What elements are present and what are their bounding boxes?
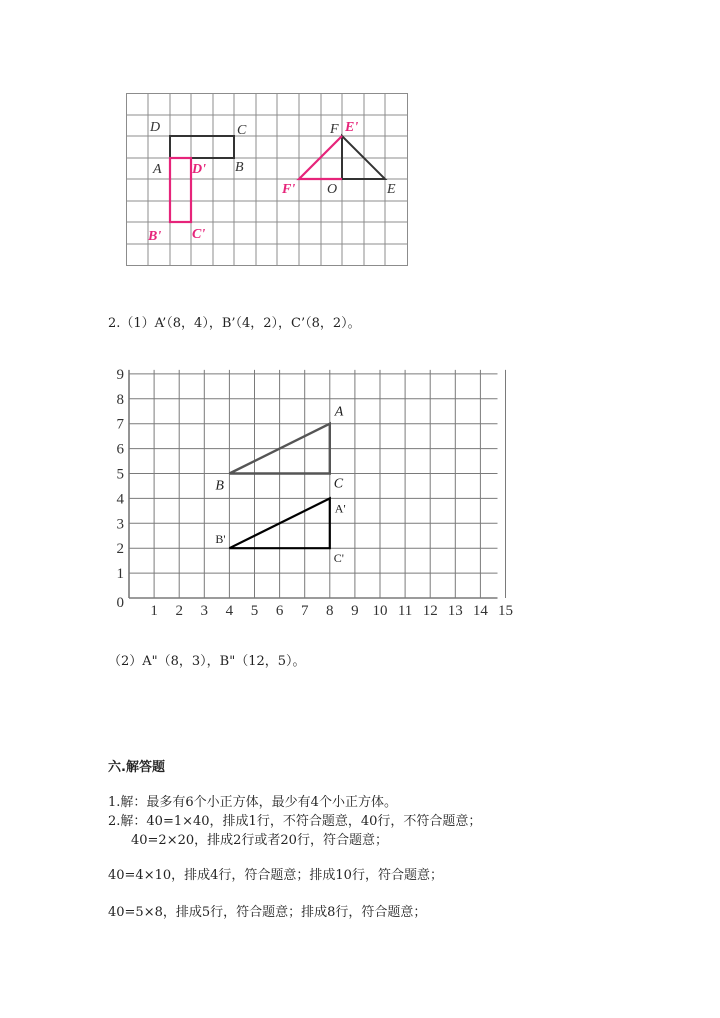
rectangle-ABCD <box>170 136 234 158</box>
label-C-prime: C' <box>192 227 206 242</box>
section-6-line-4: 40=4×10，排成4行，符合题意；排成10行，符合题意； <box>108 868 443 883</box>
answer-2-2: （2）A"（8，3），B"（12，5）。 <box>108 654 306 669</box>
section-6-line-5: 40=5×8，排成5行，符合题意；排成8行，符合题意； <box>108 905 427 920</box>
point-label: B' <box>215 532 226 547</box>
y-tick-label: 7 <box>116 416 124 433</box>
label-F-prime: F' <box>282 182 296 197</box>
x-tick-label: 5 <box>250 603 259 619</box>
coordinate-chart <box>110 360 530 620</box>
point-label: C <box>333 476 344 492</box>
y-tick-label: 6 <box>116 441 124 458</box>
point-label: B <box>215 478 224 494</box>
point-label: A <box>334 404 344 420</box>
x-tick-label: 12 <box>422 603 438 619</box>
label-C: C <box>237 123 247 138</box>
y-tick-label: 9 <box>116 366 124 383</box>
y-tick-label: 4 <box>116 491 124 508</box>
coordinate-point-labels <box>215 405 345 566</box>
section-6-line-2: 2.解：40=1×40，排成1行，不符合题意，40行，不符合题意； <box>108 814 482 829</box>
label-A: A <box>153 162 162 177</box>
label-E-prime: E' <box>345 120 359 135</box>
label-D: D <box>150 120 161 135</box>
x-tick-label: 10 <box>372 603 388 619</box>
x-tick-label: 8 <box>326 603 334 619</box>
x-tick-label: 11 <box>397 603 413 619</box>
coordinate-grid-lines <box>129 370 506 598</box>
x-tick-label: 4 <box>225 603 234 619</box>
section-6-line-1: 1.解：最多有6个小正方体，最少有4个小正方体。 <box>108 795 397 810</box>
label-D-prime: D' <box>192 162 206 177</box>
label-B-prime: B' <box>148 229 162 244</box>
coordinate-tick-labels <box>117 367 514 619</box>
label-O: O <box>327 182 338 197</box>
section-6-line-3: 40=2×20，排成2行或者20行，符合题意； <box>131 833 388 848</box>
y-tick-label: 1 <box>116 566 124 583</box>
y-tick-label: 2 <box>116 541 124 558</box>
x-tick-label: 7 <box>300 603 309 619</box>
label-B: B <box>235 160 244 175</box>
point-label: C' <box>333 551 344 566</box>
x-tick-label: 3 <box>200 603 209 619</box>
x-tick-label: 9 <box>351 603 359 619</box>
x-tick-label: 13 <box>447 603 463 619</box>
y-tick-label: 3 <box>116 516 124 533</box>
y-tick-label: 5 <box>116 466 124 483</box>
x-tick-label: 2 <box>175 603 183 619</box>
y-tick-label: 8 <box>116 391 124 408</box>
point-label: A' <box>334 501 346 516</box>
x-tick-label: 6 <box>275 603 284 619</box>
y-tick-label: 0 <box>116 595 124 611</box>
figure-1 <box>124 92 410 268</box>
label-F: F <box>330 122 339 137</box>
x-tick-label: 14 <box>472 603 488 619</box>
x-tick-label: 15 <box>498 603 513 619</box>
x-tick-label: 1 <box>150 603 158 619</box>
label-E: E <box>387 182 396 197</box>
section-6-title: 六.解答题 <box>108 760 165 775</box>
answer-2-1: 2.（1）A’（8，4），B’（4，2），C’（8，2）。 <box>108 316 361 331</box>
rectangle-image <box>170 158 191 222</box>
